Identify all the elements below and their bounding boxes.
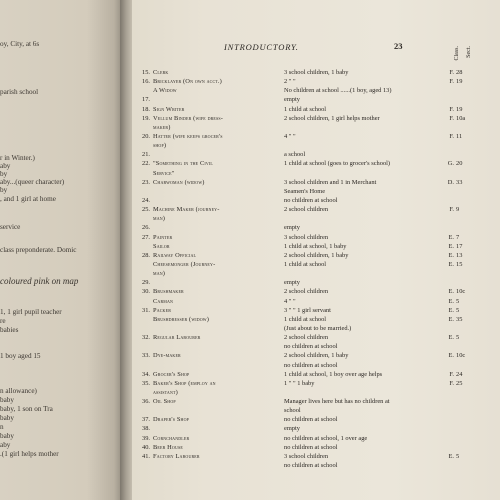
occupation-cell: Carman xyxy=(153,297,174,305)
row-number: 34. xyxy=(142,370,150,378)
column-head-class: Class. xyxy=(454,46,460,61)
row-number: 37. xyxy=(142,416,150,424)
table-row xyxy=(136,242,498,251)
occupation-cell: Brushdresser (widow) xyxy=(153,315,210,323)
details-cell: 4 " " xyxy=(284,297,296,305)
section-cell: 19 xyxy=(456,78,463,86)
row-number: 39. xyxy=(142,434,150,442)
section-cell: 33 xyxy=(456,178,463,186)
right-page xyxy=(132,0,500,500)
details-cell: 1 child at school, 1 boy over age helps xyxy=(284,370,383,378)
occupation-cell: Factory Labourer xyxy=(153,452,200,460)
table-row xyxy=(136,397,498,406)
class-cell: E. xyxy=(448,306,454,314)
table-row xyxy=(136,77,498,86)
section-cell: 11 xyxy=(456,132,463,140)
row-number: 25. xyxy=(142,206,150,214)
occupation-cell: assistant) xyxy=(153,388,178,396)
table-row xyxy=(136,105,498,114)
details-cell: No children at school ......(1 boy, aged 13) xyxy=(284,87,392,95)
table-row xyxy=(136,461,498,470)
details-cell: 3 school children and 1 in Merchant xyxy=(284,178,377,186)
table-row xyxy=(136,86,498,95)
details-cell: 1 child at school xyxy=(284,260,327,268)
class-cell: F. xyxy=(449,379,454,387)
details-cell: 1 " " 1 baby xyxy=(284,379,315,387)
table-row xyxy=(136,114,498,123)
row-number: 32. xyxy=(142,334,150,342)
left-page-line: .(1 girl helps mother xyxy=(0,450,59,458)
left-page-line: 1, 1 girl pupil teacher xyxy=(0,308,62,316)
details-cell: no children at school xyxy=(284,462,338,470)
table-row xyxy=(136,68,498,77)
class-cell: D. xyxy=(447,178,454,186)
class-cell: F. xyxy=(449,105,454,113)
left-page-line: baby xyxy=(0,414,14,422)
details-cell: 1 child at school (goes to grocer's school) xyxy=(284,160,391,168)
occupation-cell: Dye-maker xyxy=(153,352,181,360)
table-row xyxy=(136,297,498,306)
table-row xyxy=(136,370,498,379)
row-number: 35. xyxy=(142,379,150,387)
table-row xyxy=(136,150,498,159)
section-cell: 24 xyxy=(456,370,463,378)
row-number: 18. xyxy=(142,105,150,113)
section-cell: 7 xyxy=(456,233,460,241)
table-row xyxy=(136,214,498,223)
row-number: 38. xyxy=(142,425,150,433)
table-row xyxy=(136,169,498,178)
class-cell: F. xyxy=(449,78,454,86)
details-cell: no children at school xyxy=(284,361,338,369)
table-row xyxy=(136,361,498,370)
running-title: INTRODUCTORY. xyxy=(224,42,299,52)
occupation-cell: maker) xyxy=(153,123,171,131)
row-number: 17. xyxy=(142,96,150,104)
left-page-line: n xyxy=(0,423,4,431)
details-cell: no children at school xyxy=(284,443,338,451)
row-number: 41. xyxy=(142,452,150,460)
details-cell: school xyxy=(284,407,301,415)
table-row xyxy=(136,132,498,141)
table-row xyxy=(136,351,498,360)
row-number: 33. xyxy=(142,352,150,360)
table-row xyxy=(136,379,498,388)
table-row xyxy=(136,123,498,132)
class-cell: F. xyxy=(449,114,454,122)
class-cell: F. xyxy=(449,206,454,214)
table-row xyxy=(136,415,498,424)
section-cell: 10a xyxy=(456,114,466,122)
left-page-line: baby xyxy=(0,432,14,440)
class-cell: E. xyxy=(448,260,454,268)
row-number: 24. xyxy=(142,196,150,204)
details-cell: 1 child at school, 1 baby xyxy=(284,242,347,250)
details-cell: empty xyxy=(284,96,300,104)
details-cell: 1 child at school xyxy=(284,315,327,323)
left-page-line: baby, 1 son on Tra xyxy=(0,405,53,413)
section-cell: 25 xyxy=(456,379,463,387)
table-row xyxy=(136,233,498,242)
class-cell: E. xyxy=(448,452,454,460)
table-row xyxy=(136,406,498,415)
details-cell: empty xyxy=(284,279,300,287)
row-number: 16. xyxy=(142,78,150,86)
class-cell: E. xyxy=(448,334,454,342)
occupation-table xyxy=(136,68,498,470)
details-cell: 3 school children xyxy=(284,452,329,460)
row-number: 20. xyxy=(142,132,150,140)
details-cell: 1 child at school xyxy=(284,105,327,113)
row-number: 31. xyxy=(142,306,150,314)
section-cell: 5 xyxy=(456,334,460,342)
details-cell: Seamen's Home xyxy=(284,187,326,195)
row-number: 28. xyxy=(142,251,150,259)
table-row xyxy=(136,196,498,205)
class-cell: E. xyxy=(448,297,454,305)
table-row xyxy=(136,324,498,333)
class-cell: F. xyxy=(449,69,454,76)
occupation-cell: Bricklayer (On own acct.) xyxy=(153,78,222,86)
row-number: 15. xyxy=(142,69,150,76)
table-row xyxy=(136,178,498,187)
class-cell: E. xyxy=(448,288,454,296)
class-cell: E. xyxy=(448,242,454,250)
occupation-cell: Machine Maker (journey- xyxy=(153,206,220,214)
details-cell: empty xyxy=(284,425,300,433)
details-cell: 3 " " 1 girl servant xyxy=(284,306,331,314)
occupation-cell: Sailor xyxy=(153,242,170,250)
details-cell: no children at school xyxy=(284,416,338,424)
row-number: 23. xyxy=(142,178,150,186)
section-cell: 19 xyxy=(456,105,463,113)
details-cell: 2 school children xyxy=(284,334,329,342)
occupation-cell: Beer House xyxy=(153,443,183,451)
row-number: 30. xyxy=(142,288,150,296)
left-page-line: service xyxy=(0,223,21,231)
table-row xyxy=(136,278,498,287)
table-row xyxy=(136,141,498,150)
section-cell: 5 xyxy=(456,452,460,460)
section-cell: 20 xyxy=(456,160,463,168)
left-page-line: aby xyxy=(0,441,11,449)
row-number: 29. xyxy=(142,279,150,287)
section-cell: 15 xyxy=(456,260,463,268)
details-cell: no children at school, 1 over age xyxy=(284,434,368,442)
left-page-line: n allowance) xyxy=(0,387,37,395)
page-number: 23 xyxy=(394,41,403,51)
section-cell: 10c xyxy=(456,352,466,360)
table-row xyxy=(136,424,498,433)
left-page-line: , and 1 girl at home xyxy=(0,195,56,203)
left-page-line: aby...(queer character) xyxy=(0,178,65,186)
occupation-cell: Charwoman (widow) xyxy=(153,178,205,186)
row-number: 26. xyxy=(142,224,150,232)
occupation-cell: Vellum Binder (wife dress- xyxy=(153,114,224,122)
section-cell: 28 xyxy=(456,69,463,76)
details-cell: no children at school xyxy=(284,343,338,351)
occupation-cell: Clerk xyxy=(153,69,169,76)
left-page-line: 1 boy aged 15 xyxy=(0,352,41,360)
page-header xyxy=(132,42,500,56)
row-number: 36. xyxy=(142,398,150,406)
table-row xyxy=(136,159,498,168)
class-cell: F. xyxy=(449,132,454,140)
column-head-sect: Sect. xyxy=(466,46,472,58)
row-number: 21. xyxy=(142,151,150,159)
section-cell: 13 xyxy=(456,251,463,259)
table-row xyxy=(136,434,498,443)
occupation-cell: A Widow xyxy=(153,87,177,95)
table-row xyxy=(136,251,498,260)
class-cell: G. xyxy=(447,160,454,168)
details-cell: a school xyxy=(284,151,306,159)
row-number: 40. xyxy=(142,443,150,451)
details-cell: 2 school children xyxy=(284,288,329,296)
occupation-cell: Cheesemonger (Journey- xyxy=(153,260,216,268)
occupation-cell: Cornchandler xyxy=(153,434,190,442)
table-row xyxy=(136,95,498,104)
class-cell: E. xyxy=(448,233,454,241)
details-cell: no children at school xyxy=(284,196,338,204)
occupation-cell: Railway Official xyxy=(153,251,197,259)
details-cell: (Just about to be married.) xyxy=(284,324,352,332)
section-cell: 10c xyxy=(456,288,466,296)
left-page-line: re xyxy=(0,317,6,325)
left-page-line: by xyxy=(0,186,8,194)
occupation-cell: Draper's Shop xyxy=(153,416,189,424)
left-page-line: class preponderate. Domic xyxy=(0,246,77,254)
table-row xyxy=(136,260,498,269)
table-row xyxy=(136,342,498,351)
class-cell: E. xyxy=(448,251,454,259)
details-cell: Manager lives here but has no children at xyxy=(284,398,390,406)
table-row xyxy=(136,388,498,397)
left-page-line: babies xyxy=(0,326,19,334)
left-page-line: aby xyxy=(0,162,11,170)
row-number: 27. xyxy=(142,233,150,241)
occupation-cell: Service" xyxy=(153,169,175,177)
section-cell: 5 xyxy=(456,306,460,314)
table-row xyxy=(136,287,498,296)
section-cell: 9 xyxy=(456,206,460,214)
table-row xyxy=(136,223,498,232)
table-row xyxy=(136,205,498,214)
table-row xyxy=(136,452,498,461)
table-row xyxy=(136,187,498,196)
occupation-cell: Sign Writer xyxy=(153,105,185,113)
table-row xyxy=(136,306,498,315)
occupation-cell: Hatter (wife keeps grocer's xyxy=(153,132,223,140)
details-cell: 3 school children xyxy=(284,233,329,241)
details-cell: 2 school children, 1 baby xyxy=(284,352,349,360)
row-number: 19. xyxy=(142,114,150,122)
class-cell: E. xyxy=(448,315,454,323)
occupation-cell: shop) xyxy=(153,142,167,150)
details-cell: 2 school children xyxy=(284,206,329,214)
occupation-cell: "Something in the Civil xyxy=(153,160,213,168)
occupation-cell: man) xyxy=(153,215,166,223)
occupation-cell: Packer xyxy=(153,306,172,314)
left-page-line: r in Winter.) xyxy=(0,154,35,162)
occupation-cell: Regular Labourer xyxy=(153,334,201,342)
left-page xyxy=(0,0,124,500)
details-cell: empty xyxy=(284,224,300,232)
left-page-line: oy, City, at 6s xyxy=(0,40,40,48)
left-page-line: by xyxy=(0,170,8,178)
details-cell: 4 " " xyxy=(284,132,296,140)
details-cell: 3 school children, 1 baby xyxy=(284,69,349,76)
left-page-line: coloured pink on map xyxy=(0,276,79,286)
section-cell: 35 xyxy=(456,315,463,323)
table-row xyxy=(136,315,498,324)
table-row xyxy=(136,333,498,342)
section-cell: 17 xyxy=(456,242,463,250)
details-cell: 2 school children, 1 girl helps mother xyxy=(284,114,380,122)
details-cell: 2 school children, 1 baby xyxy=(284,251,349,259)
table-row xyxy=(136,443,498,452)
class-cell: F. xyxy=(449,370,454,378)
occupation-cell: Grocer's Shop xyxy=(153,370,190,378)
class-cell: E. xyxy=(448,352,454,360)
table-row xyxy=(136,269,498,278)
occupation-cell: Painter xyxy=(153,233,173,241)
occupation-cell: Brushmaker xyxy=(153,288,184,296)
left-page-line: parish school xyxy=(0,88,39,96)
details-cell: 2 " " xyxy=(284,78,296,86)
occupation-cell: Baker's Shop (employ an xyxy=(153,379,216,387)
occupation-cell: Oil Shop xyxy=(153,398,176,406)
left-page-line: baby xyxy=(0,396,14,404)
section-cell: 5 xyxy=(456,297,460,305)
occupation-cell: man) xyxy=(153,270,166,278)
row-number: 22. xyxy=(142,160,150,168)
